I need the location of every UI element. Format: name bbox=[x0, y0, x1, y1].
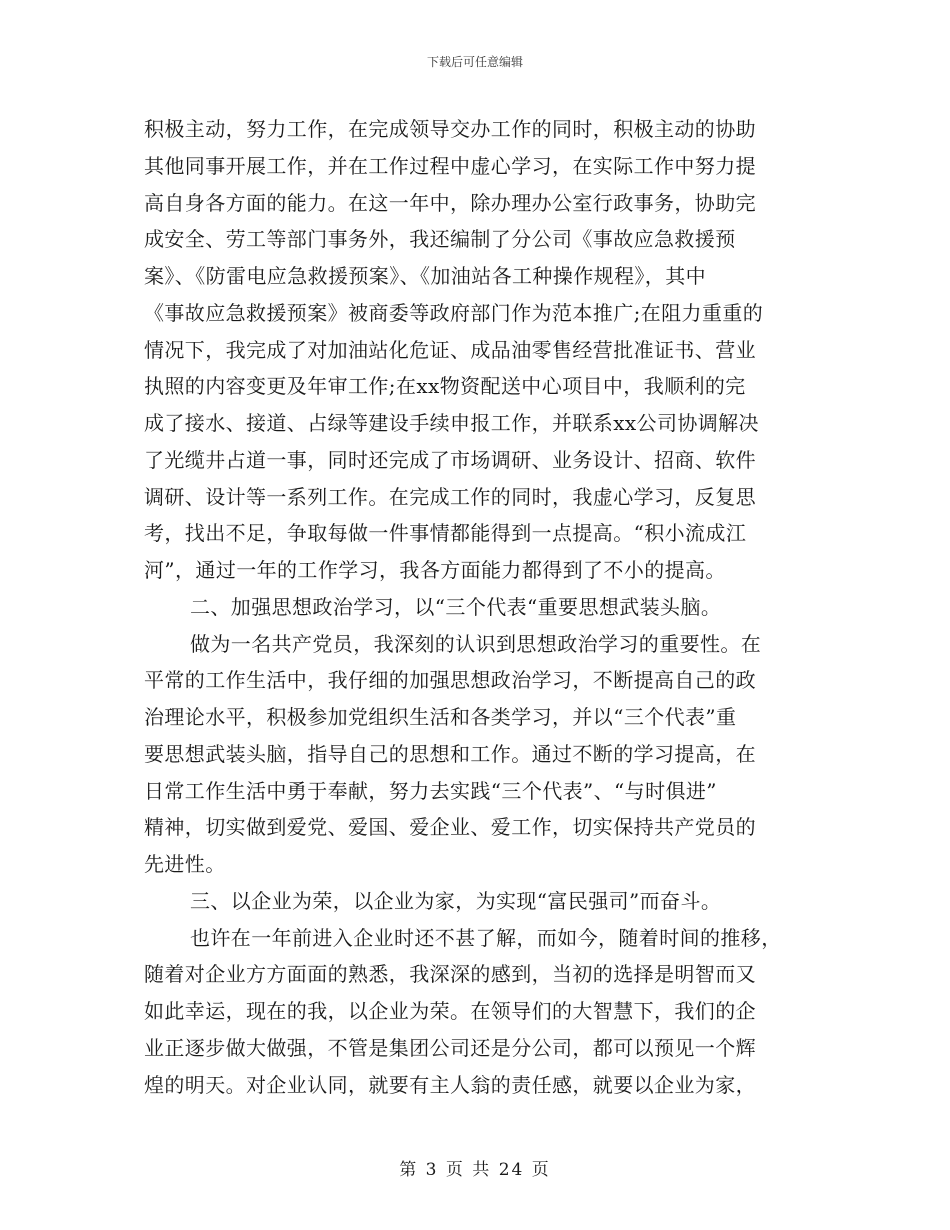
document-body bbox=[144, 111, 808, 1103]
page-header: 下载后可任意编辑 bbox=[426, 55, 523, 69]
text-line: 积极主动，努力工作，在完成领导交办工作的同时，积极主动的协助 bbox=[144, 117, 756, 141]
text-line: 精神，切实做到爱党、爱国、爱企业、爱工作，切实保持共产党员的 bbox=[144, 815, 756, 840]
text-line: 业正逐步做大做强，不管是集团公司还是分公司，都可以预见一个辉 bbox=[144, 1035, 756, 1060]
text-line: 河”，通过一年的工作学习，我各方面能力都得到了不小的提高。 bbox=[144, 558, 726, 582]
text-line: 情况下，我完成了对加油站化危证、成品油零售经营批准证书、营业 bbox=[144, 337, 756, 362]
text-line: 要思想武装头脑，指导自己的思想和工作。通过不断的学习提高，在 bbox=[144, 741, 756, 766]
text-line: 案》、《防雷电应急救援预案》、《加油站各工种操作规程》，其中 bbox=[144, 264, 706, 288]
text-line: 也许在一年前进入企业时还不甚了解，而如今，随着时间的推移， bbox=[190, 925, 782, 950]
text-line: 调研、设计等一系列工作。在完成工作的同时，我虚心学习，反复思 bbox=[144, 484, 756, 509]
text-line: 日常工作生活中勇于奉献，努力去实践“三个代表”、“与时俱进” bbox=[144, 778, 717, 803]
text-line: 先进性。 bbox=[144, 852, 226, 876]
text-line: 了光缆井占道一事，同时还完成了市场调研、业务设计、招商、软件 bbox=[144, 447, 756, 472]
section-heading: 三、以企业为荣，以企业为家，为实现“富民强司”而奋斗。 bbox=[190, 888, 722, 913]
text-line: 成安全、劳工等部门事务外，我还编制了分公司《事故应急救援预 bbox=[144, 227, 736, 252]
text-line: 如此幸运，现在的我，以企业为荣。在领导们的大智慧下，我们的企 bbox=[144, 999, 756, 1023]
text-line: 做为一名共产党员，我深刻的认识到思想政治学习的重要性。在 bbox=[190, 631, 762, 656]
text-line: 《事故应急救援预案》被商委等政府部门作为范本推广;在阻力重重的 bbox=[144, 300, 764, 325]
text-line: 随着对企业方方面面的熟悉，我深深的感到，当初的选择是明智而又 bbox=[144, 962, 756, 987]
text-line: 平常的工作生活中，我仔细的加强思想政治学习，不断提高自己的政 bbox=[144, 668, 756, 693]
text-line: 治理论水平，积极参加党组织生活和各类学习，并以“三个代表”重 bbox=[144, 705, 737, 729]
section-heading: 二、加强思想政治学习，以“三个代表“重要思想武装头脑。 bbox=[190, 594, 722, 619]
page-number: 第 3 页 共 24 页 bbox=[399, 1160, 551, 1180]
text-line: 执照的内容变更及年审工作;在xx物资配送中心项目中，我顺利的完 bbox=[144, 374, 746, 399]
text-line: 考，找出不足，争取每做一件事情都能得到一点提高。“积小流成江 bbox=[144, 521, 747, 546]
text-line: 煌的明天。对企业认同，就要有主人翁的责任感，就要以企业为家， bbox=[144, 1072, 756, 1097]
text-line: 其他同事开展工作，并在工作过程中虚心学习，在实际工作中努力提 bbox=[144, 153, 756, 178]
text-line: 高自身各方面的能力。在这一年中，除办理办公室行政事务，协助完 bbox=[144, 190, 756, 215]
text-line: 成了接水、接道、占绿等建设手续申报工作，并联系xx公司协调解决 bbox=[144, 411, 759, 435]
